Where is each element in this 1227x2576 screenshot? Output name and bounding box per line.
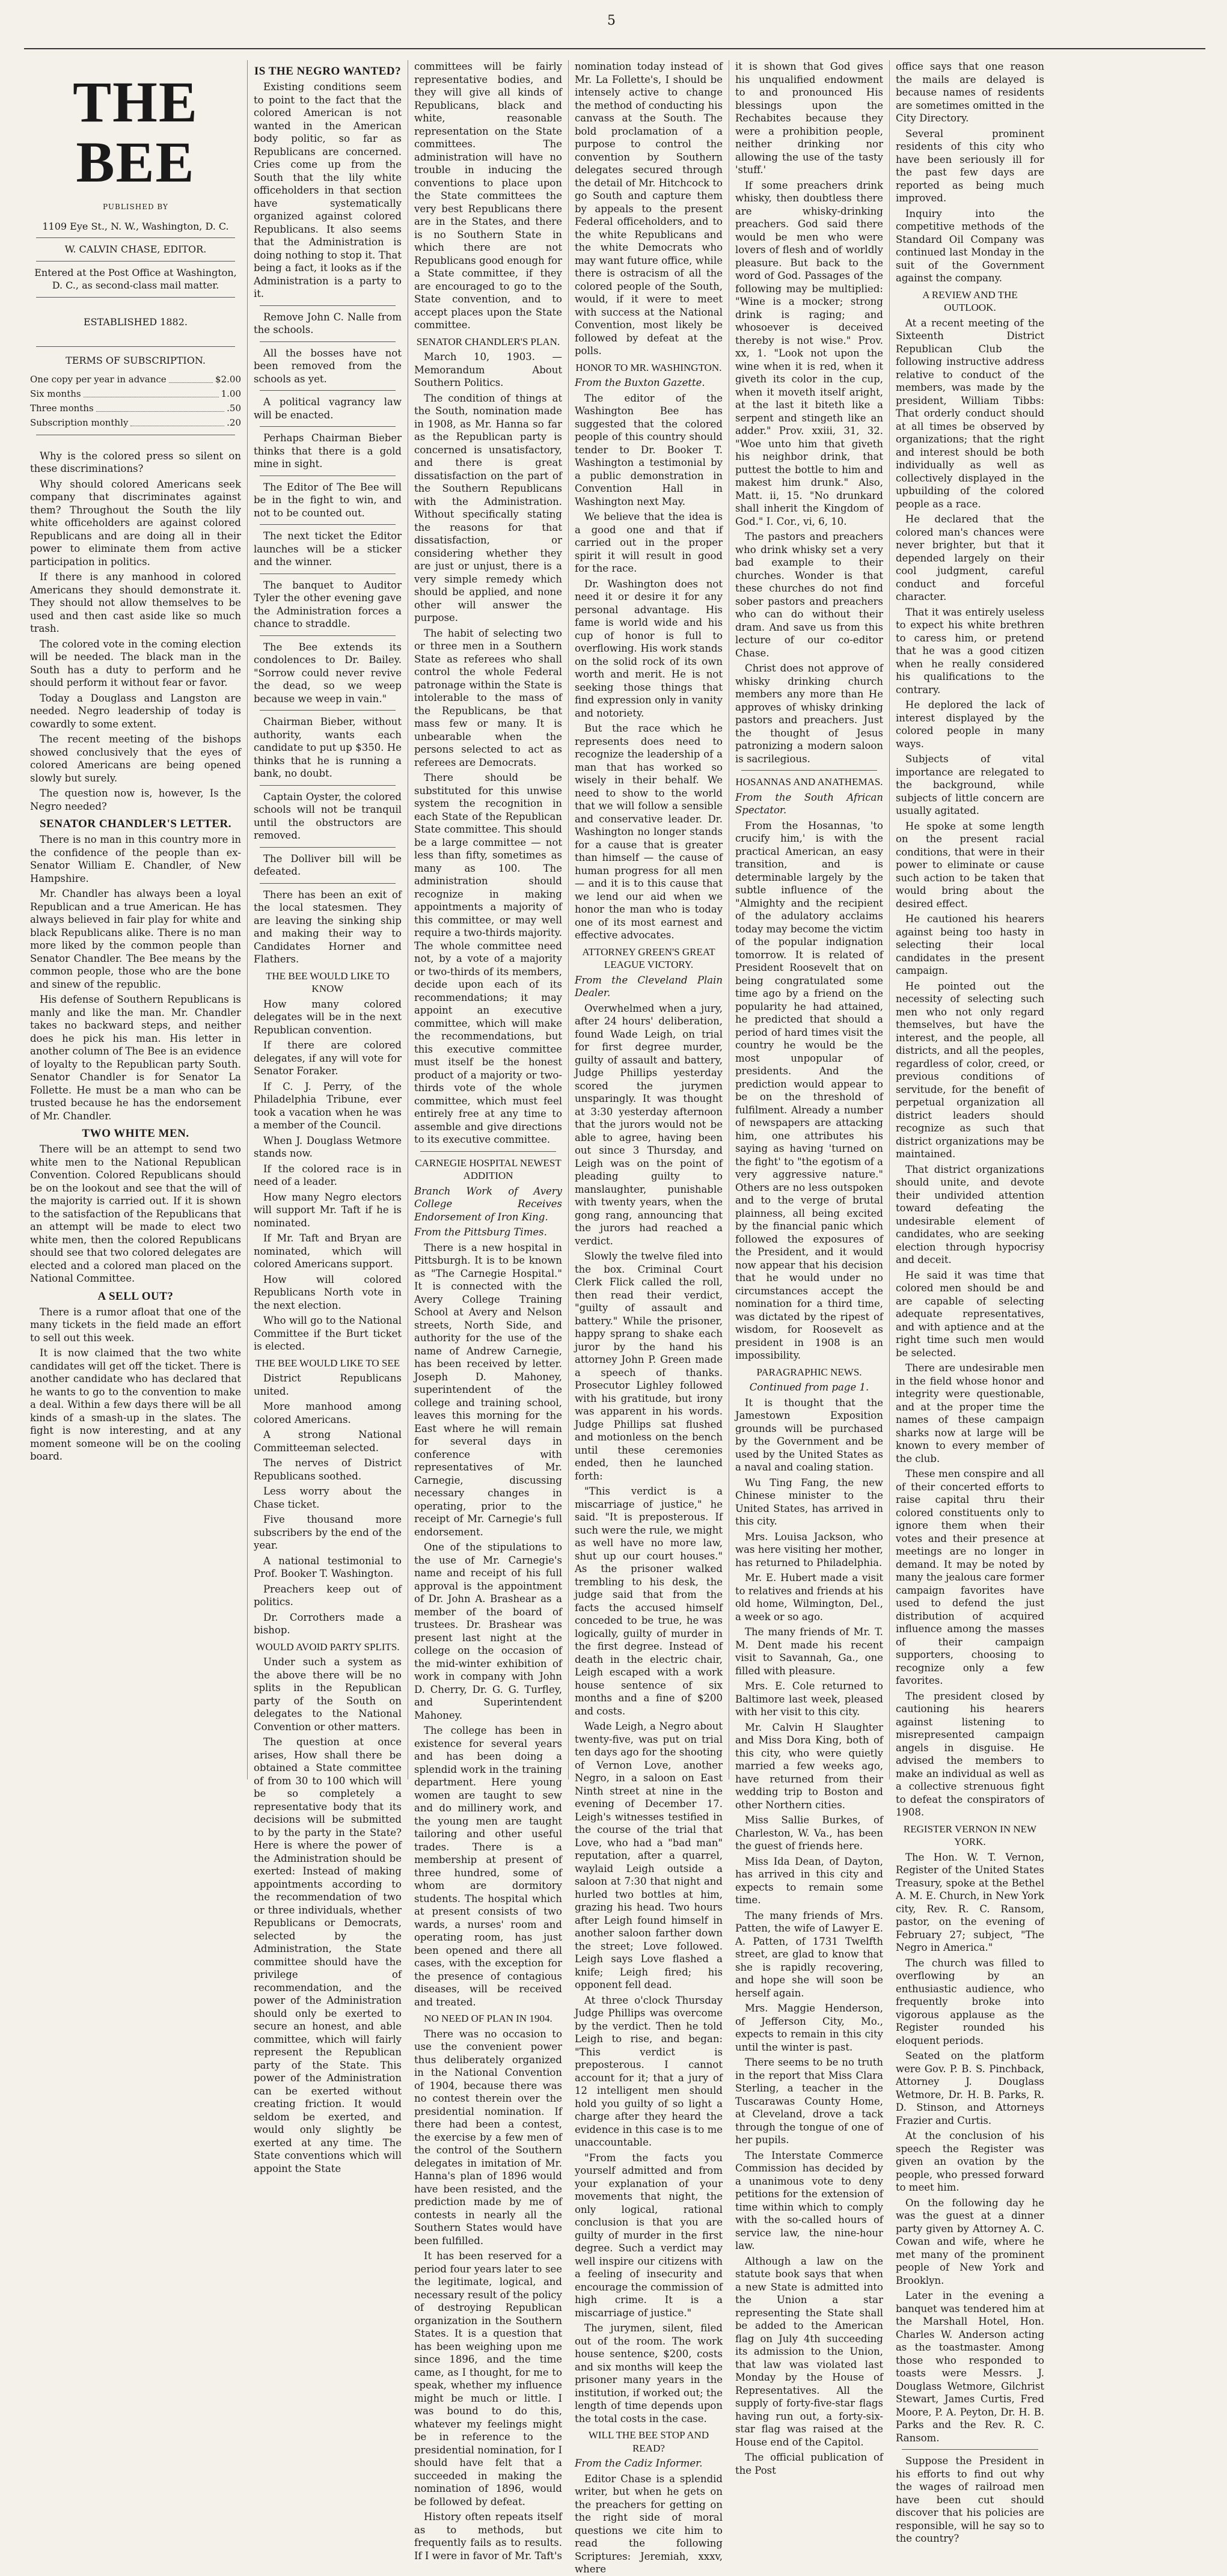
article-paragraph: Christ does not approve of whisky drinking church members any more than He approves of whisky drinking pastors and preachers. Just the thought of Jesus patronizing a modern saloon is sacrilegious.: [735, 662, 883, 765]
article-paragraph: At the conclusion of his speech the Register was given an ovation by the people, who pressed forward to meet him.: [896, 2130, 1044, 2193]
divider: [260, 524, 396, 525]
column-3: [408, 60, 569, 2562]
headline: CARNEGIE HOSPITAL NEWEST ADDITION: [415, 1157, 561, 1181]
article-paragraph: "From the facts you yourself admitted and from your explanation of your movements that night, the only logical, rational conclusion is that you are guilty of murder in the first degree. Such a verdict may well inspire our citizens with a feeling of insecurity and encourage the commission of high crime. It is a miscarriage of justice.": [575, 2152, 723, 2319]
article-paragraph: Perhaps Chairman Bieber thinks that there is a gold mine in sight.: [254, 432, 402, 470]
list-item: Five thousand more subscribers by the end of the year.: [254, 1514, 402, 1551]
masthead-address: 1109 Eye St., N. W., Washington, D. C.: [42, 220, 229, 232]
divider: [36, 297, 235, 298]
article-paragraph: There has been an exit of the local statesmen. They are leaving the sinking ship and making their way to Candidates Horner and Flathers.: [254, 889, 402, 965]
divider: [260, 341, 396, 342]
masthead-published: PUBLISHED BY: [103, 203, 168, 211]
article-paragraph: All the bosses have not been removed from the schools as yet.: [254, 347, 402, 385]
article-paragraph: The editor of the Washington Bee has suggested that the colored people of this country should tender to Dr. Booker T. Washington a testimonial by a public demonstration in Convention Hall in Washington next May.: [575, 392, 723, 507]
article-paragraph: History often repeats itself as to methods, but frequently fails as to results. If I were in favor of Mr. Taft's: [414, 2511, 562, 2562]
divider: [260, 305, 396, 306]
article-paragraph: Later in the evening a banquet was tendered him at the Marshall Hotel, Hon. Charles W. Anderson acting as the toastmaster. Among those who responded to toasts were Messrs. J. Douglass Wetmore, Gilchrist Stewart, James Curtis, Fred Moore, P. A. Peyton, Dr. H. B. Parks and the Rev. R. C. Ransom.: [896, 2290, 1044, 2444]
headline: A REVIEW AND THE OUTLOOK.: [922, 289, 1018, 313]
news-item: It is thought that the Jamestown Exposition grounds will be purchased by the Government and be used by the United States as a naval and coaling station.: [735, 1397, 883, 1473]
news-item: Mrs. Maggie Henderson, of Jefferson City, Mo., expects to remain in this city until the winter is past.: [735, 2002, 883, 2053]
divider: [260, 635, 396, 636]
article-paragraph: There is no man in this country more in the confidence of the people than ex-Senator William E. Chandler, of New Hampshire.: [30, 834, 241, 884]
divider: [260, 785, 396, 786]
article-paragraph: The next ticket the Editor launches will be a sticker and the winner.: [254, 530, 402, 568]
masthead-established: ESTABLISHED 1882.: [83, 316, 188, 328]
headline: ATTORNEY GREEN'S GREAT LEAGUE VICTORY.: [582, 946, 715, 970]
headline: WOULD AVOID PARTY SPLITS.: [255, 1641, 400, 1653]
list-item: More manhood among colored Americans.: [254, 1401, 402, 1425]
article-paragraph: There are undesirable men in the field whose honor and integrity were questionable, and at the proper time the names of these campaign sharks now at large will be known to every member of the club.: [896, 1362, 1044, 1464]
subheadline: Branch Work of Avery College Receives Endorsement of Iron King.: [414, 1185, 562, 1223]
folio-mark: 5: [607, 13, 616, 28]
article-paragraph: One of the stipulations to the use of Mr. Carnegie's name and receipt of his full approval is the appointment of Dr. John A. Brashear as a member of the board of trustees. Dr. Brashear was present last night at the college on the occasion of the mid-winter exhibition of work in company with John D. Cherry, Dr. G. G. Turfley, and Superintendent Mahoney.: [414, 1541, 562, 1721]
source-line: From the Buxton Gazette.: [575, 377, 705, 388]
article-paragraph: These men conspire and all of their concerted efforts to raise capital thru their colored constituents only to ignore them when their votes and their presence at meetings are no longer in demand. It may be noted by many the jealous care former campaign favorites have used to defend the just distribution of acquired influence among the masses of their campaign supporters, choosing to recognize only a few favorites.: [896, 1468, 1044, 1686]
news-item: Wu Ting Fang, the new Chinese minister to the United States, has arrived in this city.: [735, 1476, 883, 1527]
article-paragraph: At three o'clock Thursday Judge Phillips was overcome by the verdict. Then he told Leigh to rise, and began: "This verdict is preposterous. I cannot account for it; that a jury of 12 intelligent men should hold you guilty of so light a charge after they heard the evidence in this case is to me unaccountable.: [575, 1994, 723, 2148]
article-paragraph: The Editor of The Bee will be in the fight to win, and not to be counted out.: [254, 481, 402, 519]
news-item: Miss Sallie Burkes, of Charleston, W. Va., has been the guest of friends here.: [735, 1814, 883, 1852]
article-paragraph: From the Hosannas, 'to crucify him,' is with the practical American, an easy transition, and is determinable largely by the subtle influence of the "Almighty and the recipient of the adulatory acclaims today may become the victim of the popular indignation tomorrow. It is related of President Roosevelt that on being congratulated some time ago by a friend on the popularity he had attained, he predicted that should a period of hard times visit the country he would be the most unpopular of presidents. And the prediction would appear to be on the threshold of fulfilment. Already a number of newspapers are attacking him, one attributes his saying as having 'turned on the fight' to "the egotism of a very aggressive nature." Others are no less outspoken and to the verge of brutal plainness, all being excited by the financial panic which followed the exposures of the President, and it would now appear that his decision that he would under no circumstances accept the nomination for a third time, was dictated by the ripest of wisdom, for Roosevelt as president in 1908 is an impossibility.: [735, 819, 883, 1361]
news-item: Mr. E. Hubert made a visit to relatives and friends at his old home, Wilmington, Del., a week or so ago.: [735, 1572, 883, 1623]
list-item: If the colored race is in need of a leader.: [254, 1163, 402, 1187]
news-item: The Interstate Commerce Commission has decided by a unanimous vote to deny petitions for the extension of time within which to comply with the so-called hours of service law, the nine-hour law.: [735, 2149, 883, 2251]
article-paragraph: Dr. Washington does not need it or desire it for any personal advantage. His fame is world wide and his cup of honor is full to overflowing. His work stands on the solid rock of its own worth and merit. He is not seeking those things that find expression only in vanity and notoriety.: [575, 578, 723, 719]
column-1: [24, 60, 248, 1779]
news-item: Mrs. Louisa Jackson, who was here visiting her mother, has returned to Philadelphia.: [735, 1531, 883, 1568]
article-paragraph: nomination today instead of Mr. La Follette's, I should be intensely active to change the method of conducting his canvass at the South. The bold proclamation of a purpose to control the convention by Southern delegates secured through the detail of Mr. Hitchcock to go South and capture them by appeals to the present Federal officeholders, and to the white Republicans and the white Democrats who may want future office, while there is ostracism of all the colored people of the South, would, if it were to meet with success at the National Convention, most likely be followed by defeat at the polls.: [575, 61, 723, 356]
list-item: How will colored Republicans North vote in the next election.: [254, 1273, 402, 1311]
divider: [36, 261, 235, 262]
headline: THE BEE WOULD LIKE TO KNOW: [266, 970, 390, 994]
headline: SENATOR CHANDLER'S LETTER.: [39, 818, 231, 830]
list-item: A strong National Committeeman selected.: [254, 1429, 402, 1454]
news-item: Miss Ida Dean, of Dayton, has arrived in this city and expects to remain some time.: [735, 1855, 883, 1906]
article-paragraph: He spoke at some length on the present racial conditions, that were in their power to eliminate or cause such action to be taken that would bring about the desired effect.: [896, 820, 1044, 910]
article-paragraph: The president closed by cautioning his hearers against listening to misrepresented campaign angels in disguise. He advised the members to make an individual as well as a collective strenuous fight to defeat the conspirators of 1908.: [896, 1690, 1044, 1818]
article-paragraph: At a recent meeting of the Sixteenth District Republican Club the following instructive address relative to conduct of the members, was made by the president, William Tibbs: That orderly conduct should at all times be observed by organizations; that the right and interest should be both individually as well as collectively displayed in the upbuilding of the colored people as a race.: [896, 317, 1044, 510]
article-paragraph: The colored vote in the coming election will be needed. The black man in the South has a duty to perform and he should perform it without fear or favor.: [30, 638, 241, 688]
headline: THE BEE WOULD LIKE TO SEE: [255, 1357, 400, 1369]
terms-row: Six months 1.00: [30, 387, 241, 401]
article-paragraph: On the following day he was the guest at a dinner party given by Attorney A. C. Cowan and wife, where he met many of the prominent people of New York and Brooklyn.: [896, 2197, 1044, 2286]
headline: REGISTER VERNON IN NEW YORK.: [903, 1823, 1037, 1847]
article-paragraph: The Bee extends its condolences to Dr. Bailey. "Sorrow could never revive the dead, so we weep because we weep in vain.": [254, 641, 402, 705]
article-paragraph: Under such a system as the above there will be no splits in the Republican party of the South on delegates to the National Convention or other matters.: [254, 1656, 402, 1733]
article-paragraph: Inquiry into the competitive methods of the Standard Oil Company was continued last Monday in the suit of the Government against the company.: [896, 207, 1044, 284]
divider: [260, 426, 396, 427]
article-paragraph: Today a Douglass and Langston are needed. Negro leadership of today is cowardly to some extent.: [30, 692, 241, 730]
article-paragraph: Slowly the twelve filed into the box. Criminal Court Clerk Flick called the roll, then read their verdict, "guilty of assault and battery." While the prisoner, happy sprang to shake each juror by the hand his attorney John P. Green made a speech of thanks. Prosecutor Lighley followed with his gratitude, but irony was apparent in his words. Judge Phillips sat flushed and motionless on the bench until these ceremonies ended, then he launched forth:: [575, 1250, 723, 1482]
article-paragraph: Subjects of vital importance are relegated to the background, while subjects of little concern are usually agitated.: [896, 753, 1044, 816]
article-paragraph: Captain Oyster, the colored schools will not be tranquil until the obstructors are removed.: [254, 791, 402, 841]
article-paragraph: Existing conditions seem to point to the fact that the colored American is not wanted in the American body politic, so far as Republicans are concerned. Cries come up from the South that the lily white officeholders in that section have systematically organized against colored Republicans. It also seems that the Administration is doing nothing to stop it. That being a fact, it looks as if the Administration is a party to it.: [254, 81, 402, 299]
article-paragraph: The banquet to Auditor Tyler the other evening gave the Administration forces a chance to straddle.: [254, 579, 402, 629]
article-paragraph: He cautioned his hearers against being too hasty in selecting their local candidates in the present campaign.: [896, 913, 1044, 976]
article-paragraph: Remove John C. Nalle from the schools.: [254, 311, 402, 335]
article-paragraph: He declared that the colored man's chances were never brighter, but that it depended largely on their cool judgment, careful conduct and forceful character.: [896, 513, 1044, 602]
news-item: The many friends of Mrs. Patten, the wife of Lawyer E. A. Patten, of 1731 Twelfth street, are glad to know that she is rapidly recovering, and hope she will soon be herself again.: [735, 1909, 883, 1999]
article-paragraph: It is now claimed that the two white candidates will get off the ticket. There is another candidate who has declared that he wants to go to the convention to make a deal. Within a few days there will be all kinds of a smash-up in the slates. The fight is now interesting, and at any moment someone will be on the cooling board.: [30, 1347, 241, 1462]
article-paragraph: If there is any manhood in colored Americans they should demonstrate it. They should not allow themselves to be used and then cast aside like so much trash.: [30, 571, 241, 634]
article-paragraph: "This verdict is a miscarriage of justice," he said. "It is preposterous. If such were the rule, we might as well have no more law, shut up our court houses." As the prisoner walked trembling to his desk, the judge said that from the facts the accused himself conceded to be true, he was logically, guilty of murder in the first degree. Instead of death in the electric chair, Leigh escaped with a work house sentence of six months and a fine of $200 and costs.: [575, 1485, 723, 1717]
article-paragraph: That it was entirely useless to expect his white brethren to caress him, or pretend that he was a good citizen when he really considered his qualifications to the contrary.: [896, 606, 1044, 696]
masthead-entered: Entered at the Post Office at Washington, D. C., as second-class mail matter.: [34, 266, 237, 291]
article-paragraph: There is a new hospital in Pittsburgh. It is to be known as "The Carnegie Hospital." It is connected with the Avery College Training School at Avery and Nelson streets, North Side, and authority for the use of the name of Andrew Carnegie, has been received by letter. Joseph D. Mahoney, superintendent of the college and training school, leaves this morning for the East where he will remain for several days in conference with representatives of Mr. Carnegie, discussing necessary changes in operating, prior to the receipt of Mr. Carnegie's full endorsement.: [414, 1241, 562, 1538]
divider: [36, 237, 235, 238]
news-item: The official publication of the Post: [735, 2452, 883, 2476]
article-paragraph: There will be an attempt to send two white men to the National Republican Convention. Colored Republicans should be on the lookout and see that the will of the majority is carried out. If it is shown to the satisfaction of the Republicans that an attempt will be made to elect two white men, then the colored Republicans should see that two colored delegates are elected and a colored man placed on the National Committee.: [30, 1143, 241, 1284]
terms-heading: TERMS OF SUBSCRIPTION.: [66, 355, 206, 366]
article-paragraph: He pointed out the necessity of selecting such men who not only regard themselves, but have the interest, and the people, all districts, and all the peoples, regardless of color, creed, or previous conditions of servitude, for the benefit of perpetual organization all district leaders should recognize as such that district organizations may be maintained.: [896, 980, 1044, 1160]
article-paragraph: Editor Chase is a splendid writer, but when he gets on the preachers for getting on the right side of moral questions we cite him to read the following Scriptures: Jeremiah, xxxv, where: [575, 2473, 723, 2575]
source-line: From the Pittsburg Times.: [414, 1226, 547, 1238]
news-item: There seems to be no truth in the report that Miss Clara Sterling, a teacher in the Tuscarawas County Home, at Cleveland, drove a tack through the tongue of one of her pupils.: [735, 2057, 883, 2146]
newspaper-page: [24, 60, 1205, 2575]
headline: TWO WHITE MEN.: [82, 1127, 189, 1140]
column-4: [569, 60, 729, 2575]
article-paragraph: The recent meeting of the bishops showed conclusively that the eyes of colored Americans are being opened slowly but surely.: [30, 733, 241, 784]
article-paragraph: The condition of things at the South, nomination made in 1908, as Mr. Hanna so far as the Republican party is concerned is unsatisfactory, and there is great dissatisfaction on the part of the Southern Republicans with the Administration. Without specifically stating the reasons for that dissatisfaction, or considering whether they are just or unjust, there is a very simple remedy which should be applied, and none other will answer the purpose.: [414, 392, 562, 623]
source-line: From the Cleveland Plain Dealer.: [575, 974, 723, 999]
headline: IS THE NEGRO WANTED?: [254, 65, 402, 78]
article-paragraph: Seated on the platform were Gov. P. B. S. Pinchback, Attorney J. Douglass Wetmore, Dr. H. B. Parks, R. D. Stinson, and Attorneys Frazier and Curtis.: [896, 2050, 1044, 2126]
terms-row: Three months .50: [30, 401, 241, 415]
terms-row: Subscription monthly .20: [30, 415, 241, 430]
article-paragraph: His defense of Southern Republicans is manly and like the man. Mr. Chandler takes no backward steps, and neither does he pick his man. His letter in another column of The Bee is an evidence of loyalty to the Republican party South. Senator Chandler is for Senator La Follette. He must be a man who can be trusted because he has the endorsement of Mr. Chandler.: [30, 994, 241, 1122]
terms-row: One copy per year in advance $2.00: [30, 372, 241, 387]
article-paragraph: Mr. Chandler has always been a loyal Republican and a true American. He has always believed in fair play for white and black Republicans alike. There is no man more liked by the common people than Senator Chandler. The Bee means by the common people, those who are the bone and sinew of the republic.: [30, 888, 241, 990]
article-paragraph: There is a rumor afloat that one of the many tickets in the field made an effort to sell out this week.: [30, 1306, 241, 1344]
article-paragraph: We believe that the idea is a good one and that if carried out in the proper spirit it will result in good for the race.: [575, 511, 723, 574]
headline: HONOR TO MR. WASHINGTON.: [575, 361, 722, 373]
news-item: Mrs. E. Cole returned to Baltimore last week, pleased with her visit to this city.: [735, 1680, 883, 1718]
article-paragraph: That district organizations should unite, and devote their undivided attention toward defeating the undesirable element of candidates, who are seeking election through hypocrisy and deceit.: [896, 1163, 1044, 1265]
headline: HOSANNAS AND ANATHEMAS.: [735, 776, 883, 788]
list-item: Less worry about the Chase ticket.: [254, 1485, 402, 1510]
article-paragraph: Suppose the President in his efforts to find out why the wages of railroad men have been cut should discover that his policies are responsible, will he say so to the country?: [896, 2455, 1044, 2544]
news-item: Mr. Calvin H Slaughter and Miss Dora King, both of this city, who were quietly married a few weeks ago, have returned from their wedding trip to Boston and other Northern cities.: [735, 1721, 883, 1811]
article-paragraph: He deplored the lack of interest displayed by the colored people in many ways.: [896, 699, 1044, 750]
terms-table: [30, 372, 241, 430]
list-item: If Mr. Taft and Bryan are nominated, which will colored Americans support.: [254, 1232, 402, 1270]
dateline: March 10, 1903. — Memorandum About Southern Politics.: [414, 351, 562, 388]
article-paragraph: There should be substituted for this unwise system the recognition in each State of the Republican State committee. This should be a large committee — not less than fifty, sometimes as many as 100. The administration should recognize in making appointments a majority of this committee, or may well require a two-thirds majority. The whole committee need not, by a vote of a majority or two-thirds of its members, decide upon each of its recommendations; it may appoint an executive committee, which will make the recommendations, but this executive committee must itself be the honest product of a majority or two-thirds vote of the whole committee, which must feel entirely free at any time to assemble and give directions to its executive committee.: [414, 772, 562, 1145]
column-5: [729, 60, 890, 2476]
list-item: The nerves of District Republicans soothed.: [254, 1457, 402, 1482]
list-item: If there are colored delegates, if any will vote for Senator Foraker.: [254, 1039, 402, 1077]
list-item: A national testimonial to Prof. Booker T. Washington.: [254, 1555, 402, 1579]
article-paragraph: The college has been in existence for several years and has been doing a splendid work in the training department. Here young women are taught to sew and do millinery work, and the young men are taught tailoring and other useful trades. There is a membership at present of three hundred, some of whom are dormitory students. The hospital which at present consists of two wards, a nurses' room and operating room, has just been opened and there all cases, with the exception for the presence of contagious diseases, will be received and treated.: [414, 1725, 562, 2008]
subheadline: Continued from page 1.: [749, 1381, 869, 1393]
source-line: From the Cadiz Informer.: [575, 2458, 703, 2469]
article-paragraph: The pastors and preachers who drink whisky set a very bad example to their churches. Wonder is that these churches do not find sober pastors and preachers who can do without their dram. And save us from this lecture of our co-editor Chase.: [735, 531, 883, 659]
article-paragraph: It has been reserved for a period four years later to see the legitimate, logical, and necessary result of the policy of destroying Republican organization in the Southern States. It is a question that has been weighing upon me since 1896, and the time came, as I thought, for me to speak, whether my influence might be much or little. I was bound to do this, whatever my feelings might be in reference to the presidential nomination, for I should have felt that a succeeded in making the nomination of 1896, would be followed by defeat.: [414, 2250, 562, 2507]
article-paragraph: The question at once arises, How shall there be obtained a State committee of from 30 to 100 which will be so completely a representative body that its decisions will be submitted to by the party in the State? Here is where the power of the Administration should be exerted: Instead of making appointments according to the recommendation of two or three individuals, whether Republicans or Democrats, selected by the Administration, the State committee should have the privilege of recommendation, and the power of the Administration should only be exerted to secure an honest, and able committee, which will fairly represent the Republican party of the State. This power of the Administration can be exerted without creating friction. It would seldom be exerted, and would only slightly be exerted at any time. The State conventions which will appoint the State: [254, 1736, 402, 2174]
news-item: The many friends of Mr. T. M. Dent made his recent visit to Savannah, Ga., one filled with pleasure.: [735, 1626, 883, 1677]
article-paragraph: Chairman Bieber, without authority, wants each candidate to put up $350. He thinks that he is running a bank, no doubt.: [254, 716, 402, 779]
divider: [420, 1151, 556, 1152]
article-paragraph: There was no occasion to use the convenient power thus deliberately organized in the National Convention of 1904, because there was no contest therein over the presidential nomination. If there had been a contest, the exercise by a few men of the control of the Southern delegates in imitation of Mr. Hanna's plan of 1896 would have been resisted, and the prediction made by me of contests in nearly all the Southern States would have been fulfilled.: [414, 2028, 562, 2247]
list-item: How many Negro electors will support Mr. Taft if he is nominated.: [254, 1191, 402, 1229]
article-paragraph: Why is the colored press so silent on these discriminations?: [30, 450, 241, 474]
headline: NO NEED OF PLAN IN 1904.: [424, 2013, 552, 2024]
article-paragraph: committees will be fairly representative bodies, and they will give all kinds of Republicans, black and white, reasonable representation on the State committees. The administration will have no trouble in inducing the conventions to place upon the State committees the very best Republicans there are in the States, and there is no Southern State in which there are not Republicans good enough for a State committee, if they are encouraged to go to the State convention, and to accept places upon the State committee.: [414, 61, 562, 331]
divider: [902, 2449, 1038, 2450]
article-paragraph: The jurymen, silent, filed out of the room. The work house sentence, $200, costs and six months will keep the prisoner many years in the institution, if worked out; the length of time depends upon the total costs in the case.: [575, 2322, 723, 2425]
headline: WILL THE BEE STOP AND READ?: [588, 2429, 709, 2454]
top-rule: [24, 48, 1205, 49]
article-paragraph: He said it was time that colored men should be and are capable of selecting adequate representatives, and with aptience and at the right time such men would be selected.: [896, 1269, 1044, 1359]
list-item: District Republicans united.: [254, 1372, 402, 1397]
list-item: When J. Douglass Wetmore stands now.: [254, 1134, 402, 1159]
article-paragraph: A political vagrancy law will be enacted.: [254, 396, 402, 421]
article-paragraph: The Hon. W. T. Vernon, Register of the United States Treasury, spoke at the Bethel A. M. E. Church, in New York city, Rev. R. C. Ransom, pastor, on the evening of February 27; subject, "The Negro in America.": [896, 1851, 1044, 1953]
list-item: Dr. Corrothers made a bishop.: [254, 1611, 402, 1636]
headline: SENATOR CHANDLER'S PLAN.: [416, 335, 560, 347]
list-item: Who will go to the National Committee if the Burt ticket is elected.: [254, 1315, 402, 1352]
column-6: [890, 60, 1050, 2544]
list-item: If C. J. Perry, of the Philadelphia Tribune, ever took a vacation when he was a member of the Council.: [254, 1080, 402, 1131]
article-paragraph: office says that one reason the mails are delayed is because names of residents are sometimes omitted in the City Directory.: [896, 61, 1044, 124]
list-item: How many colored delegates will be in the next Republican convention.: [254, 998, 402, 1036]
divider: [260, 883, 396, 884]
article-paragraph: The church was filled to overflowing by an enthusiastic audience, who frequently broke into vigorous applause as the Register rounded his eloquent periods.: [896, 1957, 1044, 2046]
article-paragraph: The habit of selecting two or three men in a Southern State as referees who shall control the whole Federal patronage within the State is intolerable to the mass of the Republicans, be that mass few or many. It is unbearable when the persons selected to act as referees are Democrats.: [414, 627, 562, 768]
article-paragraph: Several prominent residents of this city who have been seriously ill for the past few days are reported as being much improved.: [896, 127, 1044, 204]
list-item: Preachers keep out of politics.: [254, 1583, 402, 1608]
column-2: [248, 60, 408, 2174]
masthead-editor: W. CALVIN CHASE, EDITOR.: [64, 243, 207, 255]
article-paragraph: it is shown that God gives his unqualified endowment to and pronounced His blessings upon the Rechabites because they were a prohibition people, neither drinking nor allowing the use of the tasty 'stuff.': [735, 61, 883, 176]
article-paragraph: If some preachers drink whisky, then doubtless there are whisky-drinking preachers. God said there would be men who were lovers of flesh and of worldly pleasure. But back to the word of God. Passages of the following may be multiplied: "Wine is a mocker; strong drink is raging; and whosoever is deceived thereby is not wise." Prov. xx, 1. "Look not upon the wine when it is red, when it giveth its color in the cup, when it moveth itself aright, at the last it biteth like a serpent and stingeth like an adder." Prov. xxiii, 31, 32. "Woe unto him that giveth his neighbor drink, that puttest the bottle to him and makest him drunk." Also, Matt. ii, 15. "No drunkard shall inherit the Kingdom of God." I. Cor., vi, 6, 10.: [735, 179, 883, 527]
headline: A SELL OUT?: [97, 1290, 174, 1303]
headline: PARAGRAPHIC NEWS.: [756, 1366, 862, 1378]
article-paragraph: But the race which he represents does need to recognize the leadership of a man that has worked so wisely in their behalf. We need to show to the world that we will follow a sensible and conservative leader. Dr. Washington no longer stands for a cause that is greater than himself — the cause of human progress for all men — and it is to this cause that we lend our aid when we honor the man who is today one of its most earnest and effective advocates.: [575, 723, 723, 941]
divider: [260, 847, 396, 848]
article-paragraph: The question now is, however, Is the Negro needed?: [30, 788, 241, 812]
source-line: From the South African Spectator.: [735, 791, 883, 816]
divider: [260, 710, 396, 711]
article-paragraph: Wade Leigh, a Negro about twenty-five, was put on trial ten days ago for the shooting of Vernon Love, another Negro, in a saloon on East Ninth street at nine in the evening of December 17. Leigh's witnesses testified in the course of the trial that Love, who had a "bad man" reputation, after a quarrel, waylaid Leigh outside a saloon at 7:30 that night and hurled two bottles at him, grazing his head. Two hours after Leigh found himself in another saloon farther down the street; Love followed. Leigh says Love flashed a knife; Leigh fired; his opponent fell dead.: [575, 1721, 723, 1990]
article-paragraph: The Dolliver bill will be defeated.: [254, 852, 402, 877]
divider: [36, 346, 235, 347]
divider: [741, 770, 877, 771]
divider: [260, 390, 396, 391]
news-item: Although a law on the statute book says that when a new State is admitted into the Union a star representing the State shall be added to the American flag on July 4th succeeding its admission to the Union, that law was violated last Monday by the House of Representatives. All the supply of forty-five-star flags having run out, a forty-six-star flag was raised at the House end of the Capitol.: [735, 2255, 883, 2448]
article-paragraph: Why should colored Americans seek company that discriminates against them? Throughout the South the lily white officeholders are against colored Republicans and are doing all in their power to eliminate them from active participation in politics.: [30, 478, 241, 568]
masthead-title: THE BEE: [73, 70, 198, 194]
article-paragraph: Overwhelmed when a jury, after 24 hours' deliberation, found Wade Leigh, on trial for first degree murder, guilty of assault and battery, Judge Phillips yesterday scored the jurymen unsparingly. It was thought at 3:30 yesterday afternoon that the jurors would not be able to agree, having been out since 3 Thursday, and Leigh was on the point of pleading guilty to manslaughter, punishable with twenty years, when the gong rang, announcing that the jurors had reached a verdict.: [575, 1002, 723, 1247]
